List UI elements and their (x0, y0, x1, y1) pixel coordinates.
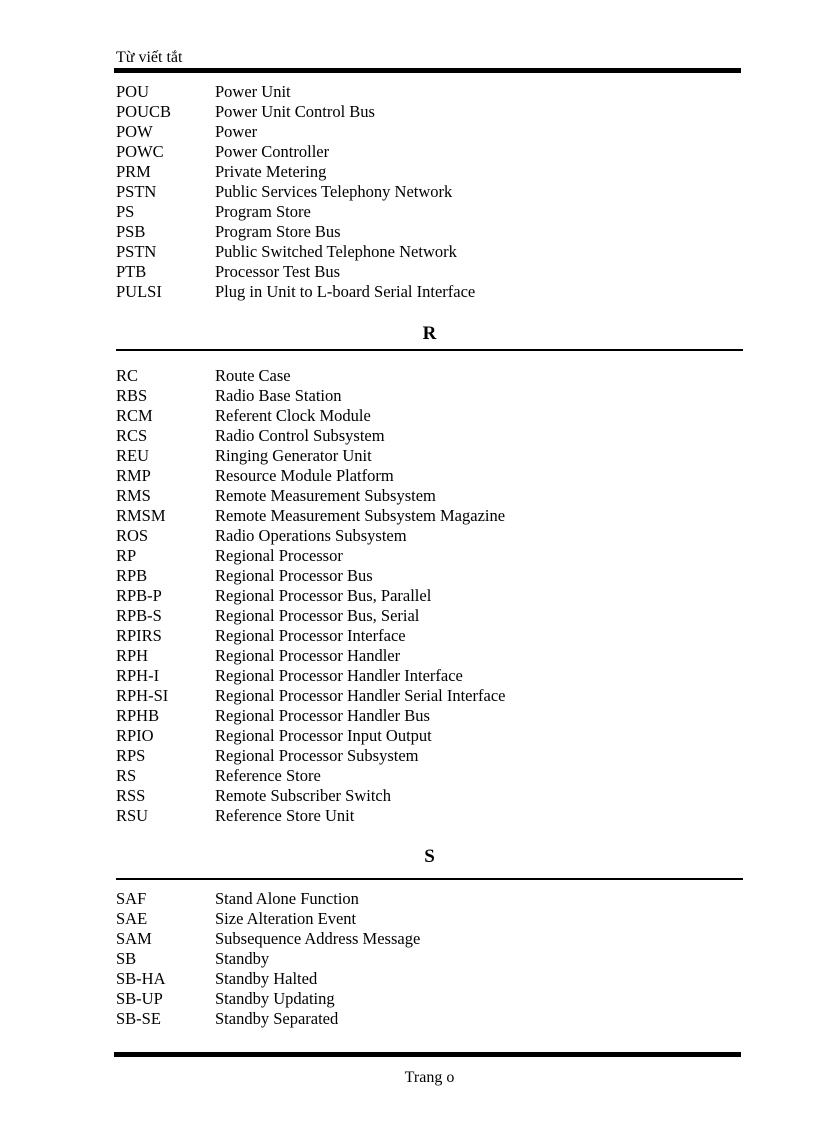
definition: Regional Processor Handler Bus (215, 706, 430, 725)
definition: Regional Processor Handler (215, 646, 401, 665)
abbr: SB-SE (116, 1009, 161, 1028)
abbr: RPB-P (116, 586, 162, 605)
list-item (116, 282, 743, 302)
abbr: POW (116, 122, 153, 141)
list-item (116, 202, 743, 222)
definition: Radio Operations Subsystem (215, 526, 407, 545)
list-item (116, 969, 743, 989)
list-item (116, 586, 743, 606)
abbr: RPS (116, 746, 146, 765)
abbr: RSS (116, 786, 146, 805)
definition: Standby Halted (215, 969, 318, 988)
abbr: PSTN (116, 182, 157, 201)
definition: Standby Updating (215, 989, 335, 1008)
abbr: RPH-I (116, 666, 160, 685)
definition: Regional Processor Handler Serial Interface (215, 686, 506, 705)
list-item (116, 929, 743, 949)
definition: Regional Processor (215, 546, 343, 565)
definition: Standby Separated (215, 1009, 339, 1028)
abbr: RPB-S (116, 606, 162, 625)
page-header-title: Từ viết tắt (116, 49, 183, 66)
list-item (116, 546, 743, 566)
section-r-list (116, 366, 743, 826)
definition: Standby (215, 949, 270, 968)
definition: Reference Store Unit (215, 806, 355, 825)
abbr: PTB (116, 262, 147, 281)
section-s-rule (116, 878, 743, 880)
list-item (116, 746, 743, 766)
definition: Regional Processor Subsystem (215, 746, 419, 765)
abbr: SB-UP (116, 989, 163, 1008)
abbr: REU (116, 446, 149, 465)
list-item (116, 262, 743, 282)
abbr: RPIO (116, 726, 154, 745)
definition: Route Case (215, 366, 291, 385)
header-rule (114, 68, 741, 73)
section-heading-r: R (422, 323, 437, 344)
section-p-list (116, 82, 743, 302)
list-item (116, 446, 743, 466)
list-item (116, 949, 743, 969)
abbr: POU (116, 82, 150, 101)
list-item (116, 786, 743, 806)
list-item (116, 506, 743, 526)
list-item (116, 466, 743, 486)
abbr: RMP (116, 466, 151, 485)
abbr: PRM (116, 162, 151, 181)
abbr: SAE (116, 909, 148, 928)
definition: Remote Subscriber Switch (215, 786, 391, 805)
list-item (116, 182, 743, 202)
definition: Power (215, 122, 258, 141)
abbr: SAF (116, 889, 147, 908)
list-item (116, 666, 743, 686)
list-item (116, 122, 743, 142)
list-item (116, 626, 743, 646)
list-item (116, 426, 743, 446)
abbr: POUCB (116, 102, 172, 121)
definition: Regional Processor Bus (215, 566, 373, 585)
definition: Regional Processor Input Output (215, 726, 432, 745)
definition: Remote Measurement Subsystem (215, 486, 436, 505)
list-item (116, 706, 743, 726)
definition: Size Alteration Event (215, 909, 357, 928)
definition: Ringing Generator Unit (215, 446, 372, 465)
abbr: PS (116, 202, 135, 221)
definition: Regional Processor Bus, Parallel (215, 586, 432, 605)
abbr: ROS (116, 526, 149, 545)
list-item (116, 526, 743, 546)
footer-rule (114, 1052, 741, 1057)
abbr: PSTN (116, 242, 157, 261)
list-item (116, 989, 743, 1009)
abbr: RPH (116, 646, 149, 665)
list-item (116, 606, 743, 626)
section-s-list (116, 889, 743, 1029)
list-item (116, 766, 743, 786)
definition: Power Unit (215, 82, 291, 101)
definition: Program Store (215, 202, 311, 221)
definition: Radio Control Subsystem (215, 426, 385, 445)
list-item (116, 646, 743, 666)
abbr: SB-HA (116, 969, 166, 988)
abbr: RBS (116, 386, 148, 405)
definition: Plug in Unit to L-board Serial Interface (215, 282, 476, 301)
abbr: RPHB (116, 706, 160, 725)
abbr: RPIRS (116, 626, 162, 645)
definition: Reference Store (215, 766, 321, 785)
definition: Processor Test Bus (215, 262, 341, 281)
abbr: RMS (116, 486, 151, 505)
abbr: SB (116, 949, 137, 968)
abbr: PULSI (116, 282, 162, 301)
definition: Regional Processor Handler Interface (215, 666, 463, 685)
page-number: Trang o (404, 1069, 455, 1086)
definition: Regional Processor Bus, Serial (215, 606, 420, 625)
abbr: SAM (116, 929, 152, 948)
definition: Subsequence Address Message (215, 929, 421, 948)
definition: Public Switched Telephone Network (215, 242, 457, 261)
abbr: PSB (116, 222, 146, 241)
definition: Private Metering (215, 162, 327, 181)
definition: Program Store Bus (215, 222, 341, 241)
list-item (116, 162, 743, 182)
section-r-rule (116, 349, 743, 351)
abbr: RC (116, 366, 139, 385)
list-item (116, 806, 743, 826)
definition: Regional Processor Interface (215, 626, 406, 645)
definition: Remote Measurement Subsystem Magazine (215, 506, 506, 525)
definition: Public Services Telephony Network (215, 182, 453, 201)
definition: Stand Alone Function (215, 889, 359, 908)
abbr: RPB (116, 566, 148, 585)
list-item (116, 889, 743, 909)
list-item (116, 686, 743, 706)
list-item (116, 1009, 743, 1029)
list-item (116, 486, 743, 506)
list-item (116, 406, 743, 426)
list-item (116, 366, 743, 386)
definition: Referent Clock Module (215, 406, 371, 425)
list-item (116, 242, 743, 262)
definition: Power Unit Control Bus (215, 102, 375, 121)
list-item (116, 222, 743, 242)
list-item (116, 909, 743, 929)
list-item (116, 726, 743, 746)
abbr: RP (116, 546, 137, 565)
abbr: RCS (116, 426, 148, 445)
list-item (116, 566, 743, 586)
abbr: RCM (116, 406, 153, 425)
abbr: RPH-SI (116, 686, 169, 705)
list-item (116, 82, 743, 102)
abbr: RS (116, 766, 137, 785)
definition: Radio Base Station (215, 386, 342, 405)
list-item (116, 102, 743, 122)
definition: Power Controller (215, 142, 330, 161)
abbr: RSU (116, 806, 149, 825)
abbr: RMSM (116, 506, 166, 525)
abbr: POWC (116, 142, 164, 161)
section-heading-s: S (424, 846, 435, 867)
list-item (116, 386, 743, 406)
list-item (116, 142, 743, 162)
definition: Resource Module Platform (215, 466, 394, 485)
